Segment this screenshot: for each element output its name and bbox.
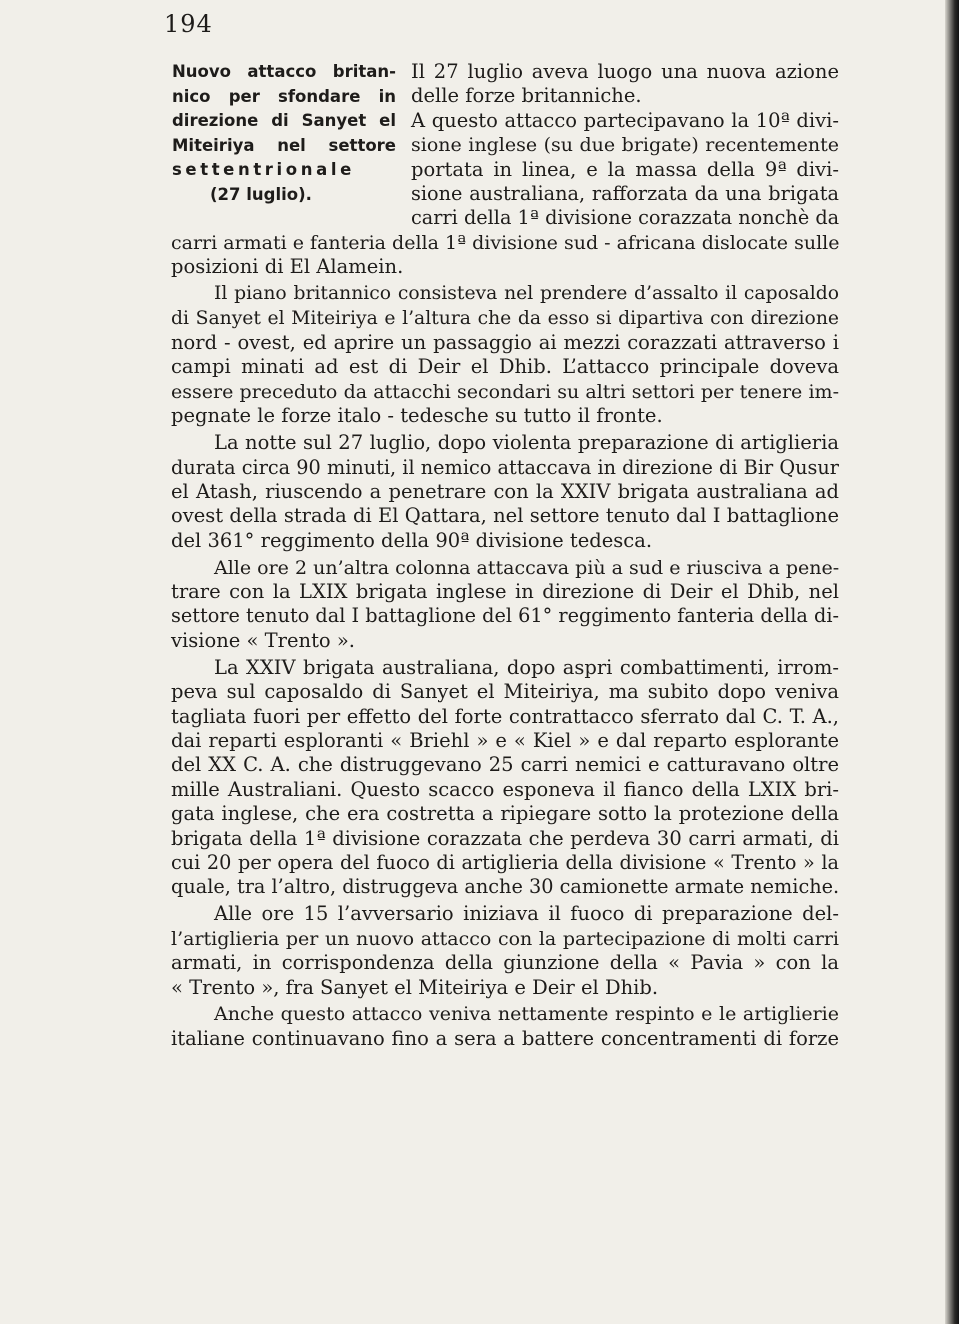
text-line: settore tenuto dal I battaglione del 61° reggimento fanteria della di- (171, 604, 839, 628)
text-line: gata inglese, che era costretta a ripiegare sotto la protezione della (171, 802, 839, 826)
text-line: brigata della 1ª divisione corazzata che perdeva 30 carri armati, di (171, 826, 839, 850)
text-line: tagliata fuori per effetto del forte contrattacco sferrato dal C. T. A., (171, 704, 839, 728)
text-line: armati, in corrispondenza della giunzione della « Pavia » con la (171, 951, 839, 975)
text-line: Il piano britannico consisteva nel prendere d’assalto il caposaldo (214, 283, 839, 305)
text-line: La notte sul 27 luglio, dopo violenta preparazione di artiglieria (214, 431, 839, 455)
margin-note-line: nico per sfondare in (172, 86, 396, 106)
text-line: sione inglese (su due brigate) recentemente (411, 134, 839, 157)
page-number: 194 (164, 10, 213, 38)
paragraph-3 (171, 431, 839, 553)
text-line: portata in linea, e la massa della 9ª divi- (411, 157, 839, 181)
margin-note-date: (27 luglio). (210, 184, 312, 204)
text-line: dai reparti esploranti « Briehl » e « Kiel » e dal reparto esplorante (171, 728, 839, 752)
paragraph-7 (171, 1002, 839, 1051)
text-line: posizioni di El Alamein. (171, 255, 404, 279)
text-line: Alle ore 2 un’altra colonna attaccava più a sud e riusciva a pene- (214, 556, 840, 579)
text-line: del XX C. A. che distruggevano 25 carri nemici e catturavano oltre (171, 753, 839, 777)
text-line: delle forze britanniche. (411, 84, 642, 108)
text-line: A questo attacco partecipavano la 10ª divi- (411, 108, 839, 132)
text-line: campi minati ad est di Deir el Dhib. L’attacco principale doveva (171, 355, 839, 379)
text-line: sione australiana, rafforzata da una brigata (411, 182, 839, 206)
paragraph-6 (171, 902, 839, 1000)
paragraph-4 (171, 556, 839, 654)
paragraph-5 (171, 656, 839, 900)
text-line: carri della 1ª divisione corazzata nonchè da (411, 206, 840, 230)
margin-note-line: Miteiriya nel settore (172, 135, 396, 155)
text-line: visione « Trento ». (171, 628, 355, 652)
margin-note-line: settentrionale (172, 160, 355, 180)
text-line: durata circa 90 minuti, il nemico attaccava in direzione di Bir Qusur (171, 455, 839, 479)
text-line: nord - ovest, ed aprire un passaggio ai mezzi corazzati attraverso i (171, 330, 839, 354)
text-line: l’artiglieria per un nuovo attacco con la partecipazione di molti carri (171, 927, 839, 950)
text-line: « Trento », fra Sanyet el Miteiriya e Deir el Dhib. (171, 975, 659, 999)
text-line: pegnate le forze italo - tedesche su tutto il fronte. (171, 404, 663, 428)
paragraph-1 (171, 60, 839, 280)
paragraph-2 (171, 282, 839, 428)
text-line: del 361° reggimento della 90ª divisione tedesca. (171, 528, 653, 552)
text-line: mille Australiani. Questo scacco esponeva il fianco della LXIX bri- (171, 777, 839, 801)
margin-note-line: Nuovo attacco britan- (172, 62, 396, 81)
text-line: Il 27 luglio aveva luogo una nuova azione (411, 60, 839, 83)
text-line: ovest della strada di El Qattara, nel settore tenuto dal I battaglione (171, 504, 839, 528)
text-line: La XXIV brigata australiana, dopo aspri combattimenti, irrom- (214, 655, 839, 679)
scan-edge-shadow (945, 0, 959, 1324)
text-line: essere preceduto da attacchi secondari su altri settori per tenere im- (171, 380, 839, 403)
text-line: cui 20 per opera del fuoco di artiglieria della divisione « Trento » la (171, 851, 839, 874)
text-line: carri armati e fanteria della 1ª divisione sud - africana dislocate sulle (171, 231, 840, 254)
text-line: el Atash, riuscendo a penetrare con la XXIV brigata australiana ad (171, 479, 839, 503)
text-line: peva sul caposaldo di Sanyet el Miteiriya, ma subito dopo veniva (171, 680, 839, 704)
text-line: Alle ore 15 l’avversario iniziava il fuoco di preparazione del- (214, 902, 839, 926)
text-line: italiane continuavano fino a sera a battere concentramenti di forze (171, 1026, 839, 1050)
text-line: Anche questo attacco veniva nettamente respinto e le artiglierie (214, 1003, 839, 1026)
text-line: di Sanyet el Miteiriya e l’altura che da esso si dipartiva con direzione (171, 307, 839, 329)
text-line: trare con la LXIX brigata inglese in direzione di Deir el Dhib, nel (171, 580, 839, 604)
margin-note-line: direzione di Sanyet el (172, 111, 396, 131)
body-text (171, 60, 839, 1051)
text-line: quale, tra l’altro, distruggeva anche 30 camionette armate nemiche. (171, 875, 840, 899)
